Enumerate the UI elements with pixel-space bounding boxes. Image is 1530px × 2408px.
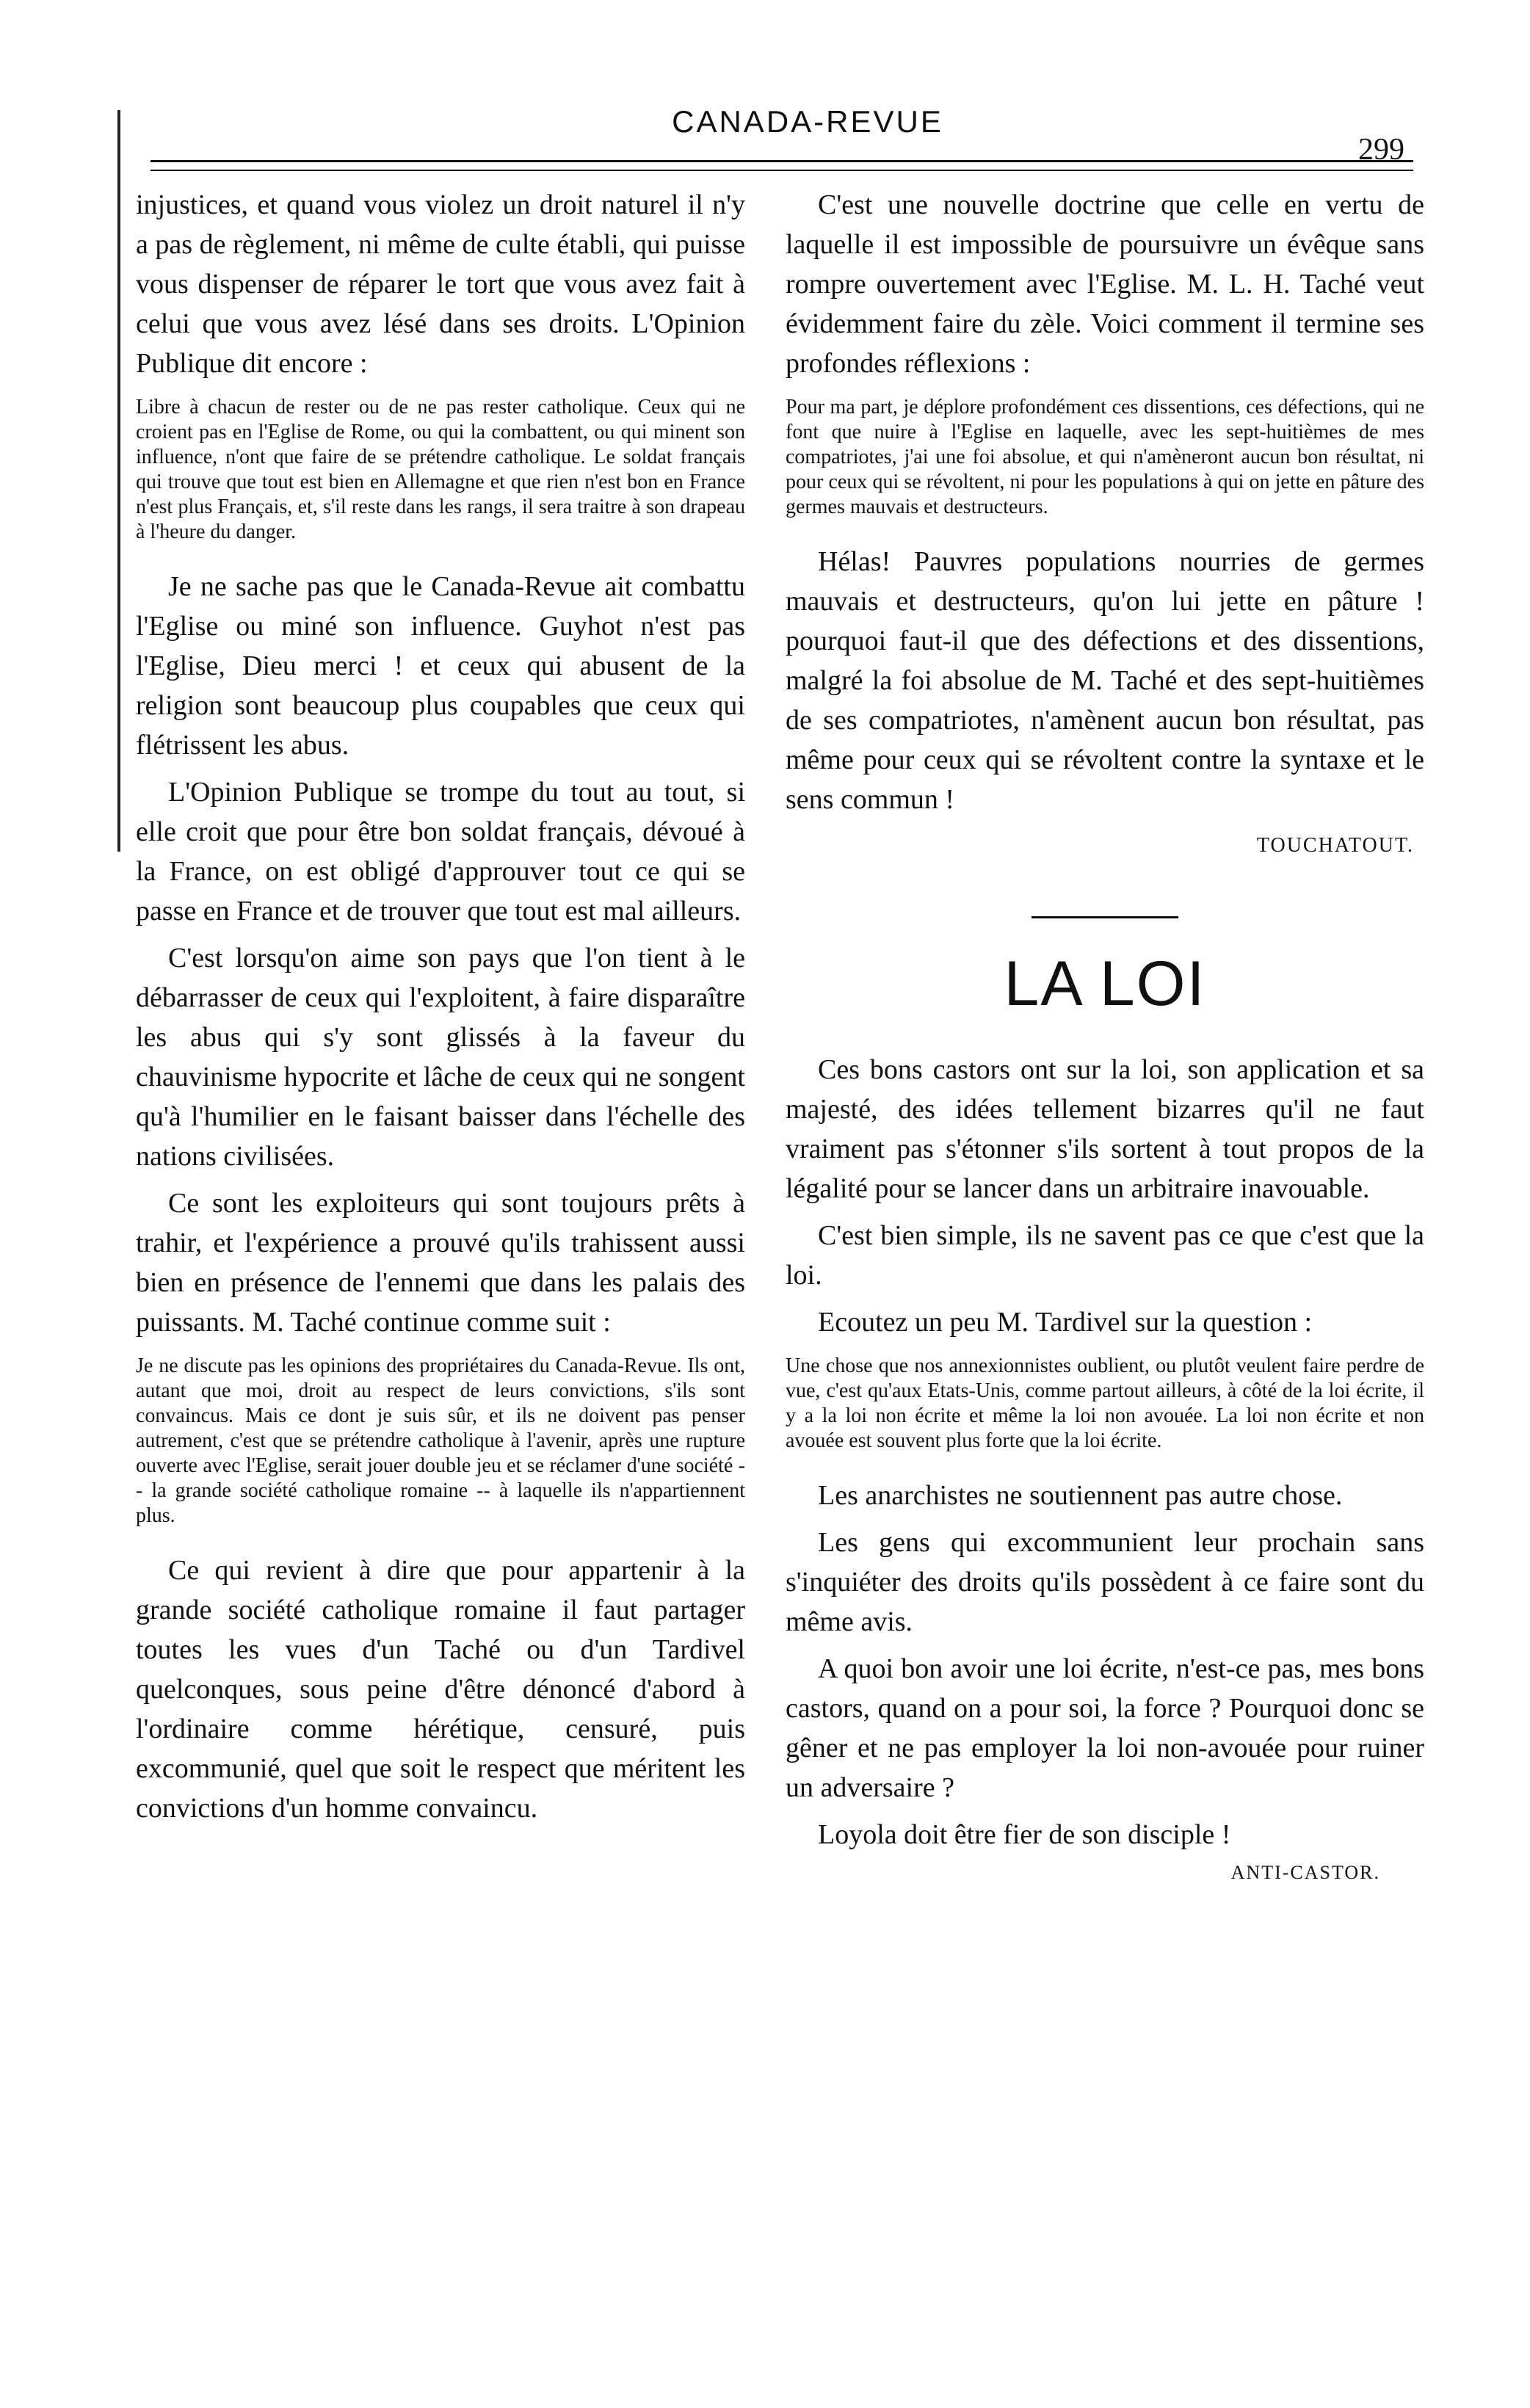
paragraph: Loyola doit être fier de son disciple !	[818, 1819, 1231, 1850]
left-column	[136, 185, 745, 1835]
header-rule	[151, 160, 1413, 171]
paragraph: injustices, et quand vous violez un droit naturel il n'y a pas de règlement, ni même de culte établi, qui puisse vous dispenser de réparer le tort que vous avez fait à celui que vous avez lésé dans ses droits. L'Opinion Publique dit encore :	[136, 189, 745, 379]
paragraph: Ce qui revient à dire que pour appartenir à la grande société catholique romaine il faut partager toutes les vues d'un Taché ou d'un Tardivel quelconques, sous peine d'être dénoncé d'abord à l'ordinaire comme hérétique, censuré, puis excommunié, quel que soit le respect que méritent les convictions d'un homme convaincu.	[136, 1555, 745, 1824]
paragraph: C'est bien simple, ils ne savent pas ce que c'est que la loi.	[786, 1220, 1424, 1291]
block-quote: Libre à chacun de rester ou de ne pas rester catholique. Ceux qui ne croient pas en l'Eglise de Rome, ou qui la combattent, ou qui minent son influence, n'ont que faire de se prétendre catholique. Le soldat français qui trouve que tout est bien en Allemagne et que rien n'est bon en France n'est plus Français, et, s'il reste dans les rangs, il sera traitre à son drapeau à l'heure du danger.	[136, 396, 745, 543]
signature: ANTI-CASTOR.	[1230, 1862, 1380, 1883]
paragraph: C'est une nouvelle doctrine que celle en vertu de laquelle il est impossible de poursuivre un évêque sans rompre ouvertement avec l'Eglise. M. L. H. Taché veut évidemment faire du zèle. Voici comment il termine ses profondes réflexions :	[786, 189, 1424, 379]
running-head: CANADA-REVUE	[672, 104, 943, 139]
signature: TOUCHATOUT.	[1256, 834, 1414, 857]
block-quote: Je ne discute pas les opinions des propriétaires du Canada-Revue. Ils ont, autant que moi, droit au respect de leurs convictions, s'ils sont convaincus. Mais ce dont je suis sûr, et ils ne doivent pas penser autrement, c'est que se prétendre catholique à l'avenir, après une rupture ouverte avec l'Eglise, serait jouer double jeu et se réclamer d'une société -- la grande société catholique romaine -- à laquelle ils n'appartiennent plus.	[136, 1354, 745, 1527]
paragraph: A quoi bon avoir une loi écrite, n'est-ce pas, mes bons castors, quand on a pour soi, la force ? Pourquoi donc se gêner et ne pas employer la loi non-avouée pour ruiner un adversaire ?	[786, 1653, 1424, 1803]
paragraph: C'est lorsqu'on aime son pays que l'on tient à le débarrasser de ceux qui l'exploitent, à faire disparaître les abus qui s'y sont glissés à la faveur du chauvinisme hypocrite et lâche de ceux qui ne songent qu'à l'humilier en le faisant baisser dans l'échelle des nations civilisées.	[136, 943, 745, 1172]
paragraph: Je ne sache pas que le Canada-Revue ait combattu l'Eglise ou miné son influence. Guyhot n'est pas l'Eglise, Dieu merci ! et ceux qui abusent de la religion sont beaucoup plus coupables que ceux qui flétrissent les abus.	[136, 571, 745, 761]
margin-line	[117, 110, 120, 852]
paragraph: Ces bons castors ont sur la loi, son application et sa majesté, des idées tellement bizarres qu'il ne faut vraiment pas s'étonner s'ils sortent à tout propos de la légalité pour se lancer dans un arbitraire inavouable.	[786, 1054, 1424, 1204]
right-column	[786, 185, 1424, 1884]
block-quote: Pour ma part, je déplore profondément ces dissentions, ces défections, qui ne font que nuire à l'Eglise en laquelle, avec les sept-huitièmes de mes compatriotes, j'ai une foi absolue, et qui n'amèneront aucun bon résultat, ni pour ceux qui se révoltent, ni pour les populations à qui on jette en pâture des germes mauvais et destructeurs.	[786, 396, 1424, 518]
paragraph: Hélas! Pauvres populations nourries de germes mauvais et destructeurs, qu'on lui jette en pâture ! pourquoi faut-il que des défections et des dissentions, malgré la foi absolue de M. Taché et des sept-huitièmes de ses compatriotes, n'amènent aucun bon résultat, pas même pour ceux qui se révoltent contre la syntaxe et le sens commun !	[786, 546, 1424, 815]
section-separator	[1032, 916, 1178, 918]
paragraph: Ce sont les exploiteurs qui sont toujours prêts à trahir, et l'expérience a prouvé qu'ils trahissent aussi bien en présence de l'ennemi que dans les palais des puissants. M. Taché continue comme suit :	[136, 1188, 745, 1338]
paragraph: Les anarchistes ne soutiennent pas autre chose.	[818, 1480, 1343, 1511]
block-quote: Une chose que nos annexionnistes oublient, ou plutôt veulent faire perdre de vue, c'est qu'aux Etats-Unis, comme partout ailleurs, à côté de la loi écrite, il y a la loi non écrite et même la loi non avouée. La loi non écrite et non avouée est souvent plus forte que la loi écrite.	[786, 1354, 1424, 1452]
paragraph: Les gens qui excommunient leur prochain sans s'inquiéter des droits qu'ils possèdent à ce faire sont du même avis.	[786, 1527, 1424, 1637]
paragraph: Ecoutez un peu M. Tardivel sur la question :	[818, 1307, 1313, 1338]
page-number: 299	[1358, 133, 1404, 167]
article-title: LA LOI	[1004, 949, 1206, 1019]
paragraph: L'Opinion Publique se trompe du tout au tout, si elle croit que pour être bon soldat français, dévoué à la France, on est obligé d'approuver tout ce qui se passe en France et de trouver que tout est mal ailleurs.	[136, 777, 745, 926]
